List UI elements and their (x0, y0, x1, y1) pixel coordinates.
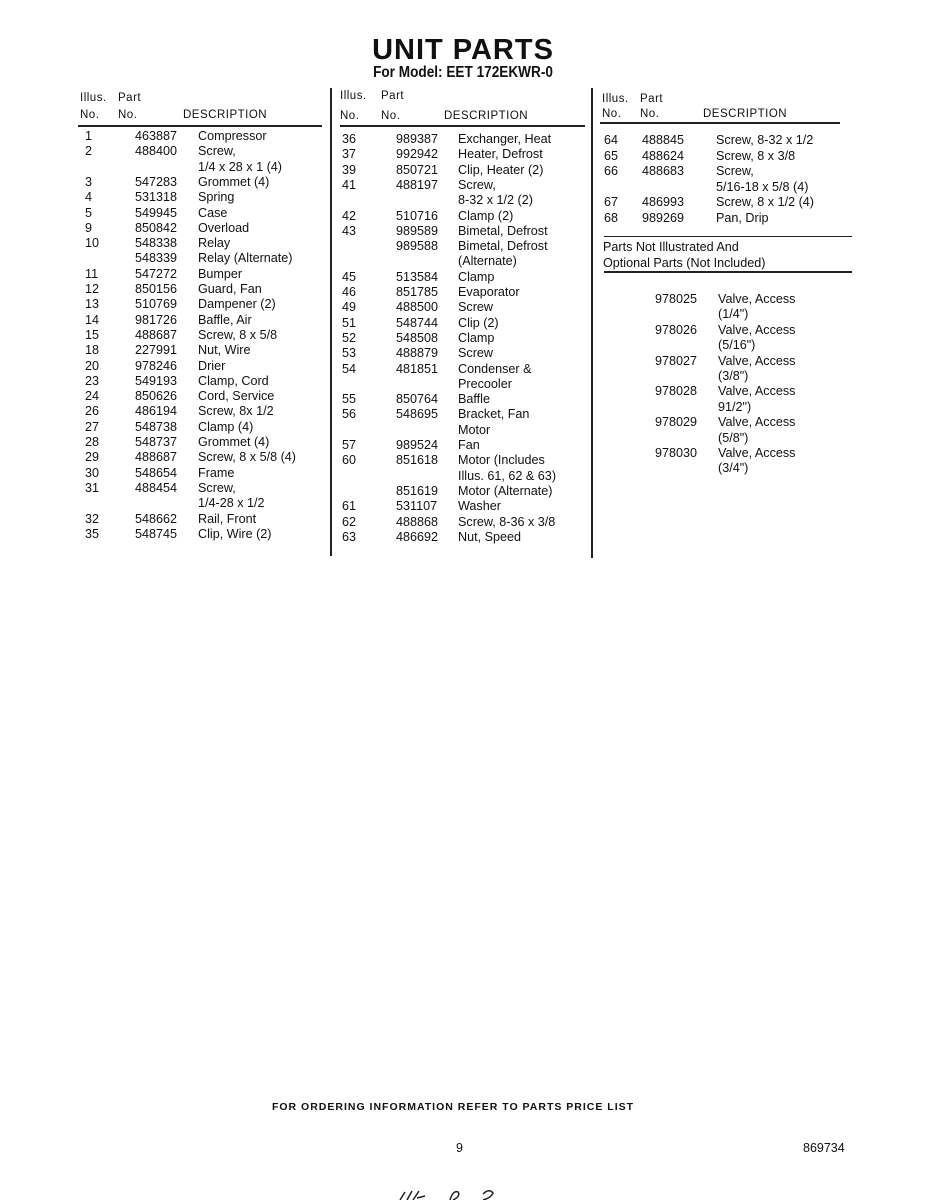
part-description: Washer (458, 499, 501, 514)
part-description: Fan (458, 438, 480, 452)
table-row (0, 239, 948, 254)
optional-parts-title-line2: Optional Parts (Not Included) (603, 256, 766, 270)
part-description: Bumper (198, 266, 243, 281)
illus-number: 12 (85, 282, 100, 296)
optional-part-row (0, 354, 948, 369)
part-number: 978246 (135, 358, 178, 373)
part-number: 488624 (642, 148, 685, 163)
optional-part-row (0, 461, 948, 476)
optional-part-row (0, 307, 948, 322)
part-description: Relay (Alternate) (198, 251, 293, 266)
part-number: 989589 (396, 223, 439, 238)
part-number: 481851 (396, 361, 439, 376)
part-number: 851785 (396, 285, 439, 299)
part-number: 531107 (396, 499, 438, 514)
part-description: Screw, 8 x 5/8 (4) (198, 450, 296, 465)
part-description: Illus. 61, 62 & 63) (458, 468, 557, 483)
illus-number: 42 (342, 208, 357, 223)
part-number: 548695 (396, 407, 439, 422)
part-description: Spring (198, 190, 235, 205)
part-number: 227991 (135, 343, 178, 358)
illus-number: 11 (85, 266, 99, 281)
illus-number: 9 (85, 220, 93, 235)
part-description: Screw (458, 300, 493, 315)
part-number: 992942 (396, 147, 439, 162)
part-number: 513584 (396, 269, 439, 284)
optional-part-row (0, 338, 948, 353)
part-description: Frame (198, 465, 235, 480)
illus-number: 39 (342, 162, 357, 177)
illus-number: 5 (85, 205, 93, 220)
part-description: Precooler (458, 376, 512, 391)
part-description: Screw, (458, 177, 496, 192)
part-description: Bracket, Fan (458, 407, 530, 422)
illus-number: 61 (342, 499, 357, 514)
part-description: 91/2") (718, 399, 752, 414)
optional-part-row (0, 292, 948, 307)
part-description: (3/8") (718, 369, 749, 383)
part-description: Exchanger, Heat (458, 132, 552, 146)
ordering-note: FOR ORDERING INFORMATION REFER TO PARTS PRICE LIST (271, 1101, 635, 1113)
part-description: Screw, (716, 164, 754, 178)
optional-part-row (0, 400, 948, 415)
part-description: Motor (Includes (458, 453, 545, 468)
part-number: 978029 (655, 415, 698, 430)
part-description: Motor (458, 422, 491, 437)
illus-number: 1 (85, 129, 93, 143)
handwritten-mark (395, 1188, 505, 1200)
part-number: 549193 (135, 373, 178, 388)
part-number: 851619 (396, 483, 439, 498)
part-number: 488500 (396, 300, 439, 315)
illus-number: 51 (342, 315, 357, 330)
part-description: Pan, Drip (716, 210, 769, 225)
part-description: Clip, Heater (2) (458, 162, 544, 177)
optional-parts-title-line1: Parts Not Illustrated And (603, 240, 739, 254)
no-label: No. (381, 110, 401, 122)
part-number: 548744 (396, 315, 439, 330)
illus-number: 45 (342, 269, 357, 284)
illus-number: 4 (85, 190, 93, 205)
part-description: Screw, 8 x 1/2 (4) (716, 195, 814, 209)
part-description: Screw, 8-32 x 1/2 (716, 133, 814, 147)
optional-part-row (0, 384, 948, 399)
illus-number: 20 (85, 358, 100, 373)
illus-number: 13 (85, 297, 100, 312)
part-description: Valve, Access (718, 446, 796, 460)
illus-number: 63 (342, 529, 357, 544)
part-number: 989588 (396, 239, 439, 254)
illus-number: 57 (342, 438, 357, 452)
part-number: 548738 (135, 419, 178, 434)
part-number: 486993 (642, 195, 685, 209)
part-number: 531318 (135, 190, 178, 205)
part-description: Baffle, Air (198, 312, 252, 327)
part-label: Part (640, 93, 664, 105)
table-row (0, 177, 948, 195)
illus-number: 30 (85, 465, 100, 480)
part-description: Valve, Access (718, 384, 796, 399)
part-description: Valve, Access (718, 353, 796, 368)
part-description: Clip (2) (458, 315, 499, 330)
part-number: 548508 (396, 330, 439, 345)
part-number: 510716 (396, 208, 439, 223)
table-row (0, 224, 948, 239)
part-number: 463887 (135, 129, 178, 143)
part-description: Drier (198, 358, 226, 373)
part-description: Evaporator (458, 285, 520, 299)
part-description: Valve, Access (718, 322, 796, 337)
part-description: Relay (198, 236, 231, 251)
part-number: 488687 (135, 450, 178, 465)
part-description: (1/4") (718, 307, 749, 322)
part-description: Clamp (458, 269, 495, 284)
part-number: 549945 (135, 205, 178, 220)
part-description: Screw, 8 x 5/8 (198, 327, 278, 342)
illus-number: 68 (604, 210, 619, 225)
part-description: Nut, Speed (458, 529, 522, 544)
illus-number: 14 (85, 312, 100, 327)
no-label: No. (602, 108, 622, 120)
part-description: Clamp (2) (458, 208, 514, 223)
illus-label: Illus. (80, 92, 107, 104)
illus-number: 46 (342, 285, 357, 299)
illus-number: 32 (85, 511, 100, 526)
illus-number: 67 (604, 195, 619, 209)
illus-number: 65 (604, 148, 619, 163)
part-description: Valve, Access (718, 415, 796, 430)
part-number: 548745 (135, 526, 178, 541)
part-number: 978026 (655, 322, 698, 337)
part-number: 850764 (396, 392, 439, 407)
optional-part-row (0, 446, 948, 461)
table-row (0, 164, 948, 179)
part-description: Screw, (198, 480, 236, 495)
part-description: Clamp, Cord (198, 373, 269, 388)
illus-label: Illus. (340, 90, 367, 102)
illus-number: 52 (342, 330, 357, 345)
illus-number: 36 (342, 132, 357, 146)
part-number: 548654 (135, 465, 178, 480)
part-number: 850156 (135, 282, 178, 296)
illus-number: 15 (85, 327, 100, 342)
illus-number: 62 (342, 514, 357, 529)
table-row (0, 133, 948, 148)
part-description: Cord, Service (198, 389, 275, 404)
part-number: 488868 (396, 514, 439, 529)
page-number: 9 (456, 1141, 463, 1155)
part-number: 547272 (135, 266, 178, 281)
part-number: 978027 (655, 353, 698, 368)
optional-part-row (0, 369, 948, 384)
no-label: No. (640, 108, 660, 120)
part-description: (5/16") (718, 338, 756, 353)
no-label: No. (118, 109, 138, 121)
part-description: Screw (458, 346, 493, 361)
part-description: (Alternate) (458, 254, 517, 269)
part-number: 548338 (135, 236, 178, 251)
illus-number: 3 (85, 174, 93, 189)
illus-number: 35 (85, 526, 100, 541)
table-row (0, 270, 948, 285)
part-number: 978030 (655, 446, 698, 460)
illus-number: 24 (85, 389, 100, 404)
part-description: Motor (Alternate) (458, 483, 553, 498)
illus-number: 53 (342, 346, 357, 361)
part-number: 978025 (655, 292, 698, 306)
part-number: 851618 (396, 453, 439, 468)
table-row (0, 195, 948, 210)
illus-number: 41 (342, 177, 357, 192)
table-row (0, 208, 948, 226)
part-description: Screw, 8-36 x 3/8 (458, 514, 556, 529)
illus-number: 66 (604, 164, 619, 178)
part-description: Screw, 8 x 3/8 (716, 148, 796, 163)
illus-number: 54 (342, 361, 357, 376)
optional-part-row (0, 323, 948, 338)
part-description: Dampener (2) (198, 297, 276, 312)
table-row (0, 149, 948, 164)
part-description: Clamp (458, 330, 495, 345)
part-description: Heater, Defrost (458, 147, 543, 162)
part-number: 548662 (135, 511, 178, 526)
illus-number: 18 (85, 343, 100, 358)
part-description: Clip, Wire (2) (198, 526, 272, 541)
part-label: Part (381, 90, 405, 102)
part-description: Condenser & (458, 361, 532, 376)
part-number: 850721 (396, 162, 439, 177)
part-description: Compressor (198, 129, 267, 143)
part-number: 486692 (396, 529, 439, 544)
part-number: 488687 (135, 327, 178, 342)
part-description: Screw, 8x 1/2 (198, 404, 274, 419)
illus-label: Illus. (602, 93, 629, 105)
part-description: Nut, Wire (198, 343, 251, 358)
part-description: Screw, (198, 144, 236, 159)
part-description: (5/8") (718, 430, 749, 445)
part-number: 989269 (642, 210, 685, 225)
illus-number: 49 (342, 300, 357, 315)
part-description: 8-32 x 1/2 (2) (458, 193, 533, 208)
header-rule (78, 125, 322, 127)
illus-number: 43 (342, 223, 357, 238)
part-number: 981726 (135, 312, 178, 327)
part-number: 488879 (396, 346, 439, 361)
part-description: Clamp (4) (198, 419, 254, 434)
model-subtitle: For Model: EET 172EKWR-0 (373, 64, 553, 81)
header-rule (600, 122, 840, 124)
part-number: 989524 (396, 438, 439, 452)
document-number: 869734 (803, 1141, 845, 1155)
illus-number: 31 (85, 480, 100, 495)
illus-number: 37 (342, 147, 357, 162)
part-number: 548737 (135, 435, 178, 449)
part-number: 488683 (642, 164, 685, 178)
page-title: UNIT PARTS (372, 34, 554, 66)
description-label: DESCRIPTION (703, 108, 788, 120)
illus-number: 28 (85, 435, 100, 449)
part-number: 989387 (396, 132, 439, 146)
table-row (0, 484, 948, 499)
part-description: Bimetal, Defrost (458, 223, 548, 238)
part-description: Guard, Fan (198, 282, 262, 296)
optional-part-row (0, 431, 948, 446)
part-number: 850842 (135, 220, 178, 235)
illus-number: 60 (342, 453, 357, 468)
part-description: Valve, Access (718, 292, 796, 306)
illus-number: 64 (604, 133, 619, 147)
part-number: 488400 (135, 144, 178, 159)
part-number: 488197 (396, 177, 439, 192)
part-description: (3/4") (718, 461, 749, 476)
part-number: 488845 (642, 133, 685, 147)
illus-number: 29 (85, 450, 100, 465)
no-label: No. (340, 110, 360, 122)
part-number: 547283 (135, 174, 178, 189)
illus-number: 10 (85, 236, 100, 251)
table-row (0, 499, 948, 514)
illus-number: 23 (85, 373, 100, 388)
description-label: DESCRIPTION (444, 110, 529, 122)
description-label: DESCRIPTION (183, 109, 268, 121)
no-label: No. (80, 109, 100, 121)
part-number: 850626 (135, 389, 178, 404)
optional-part-row (0, 415, 948, 430)
header-rule (340, 125, 585, 127)
table-row (0, 254, 948, 269)
part-description: Baffle (458, 392, 490, 407)
part-description: Overload (198, 220, 250, 235)
part-description: Grommet (4) (198, 435, 270, 449)
illus-number: 27 (85, 419, 100, 434)
table-row (0, 515, 948, 530)
part-description: 1/4-28 x 1/2 (198, 496, 265, 511)
part-description: 1/4 x 28 x 1 (4) (198, 159, 282, 174)
part-description: 5/16-18 x 5/8 (4) (716, 179, 809, 194)
illus-number: 26 (85, 404, 100, 419)
part-description: Rail, Front (198, 511, 257, 526)
illus-number: 56 (342, 407, 357, 422)
part-number: 488454 (135, 480, 178, 495)
part-number: 510769 (135, 297, 178, 312)
part-number: 978028 (655, 384, 698, 399)
part-label: Part (118, 92, 142, 104)
part-number: 486194 (135, 404, 178, 419)
part-number: 548339 (135, 251, 178, 266)
part-description: Grommet (4) (198, 174, 270, 189)
table-row (0, 530, 948, 545)
illus-number: 55 (342, 392, 357, 407)
illus-number: 2 (85, 144, 93, 159)
part-description: Case (198, 205, 228, 220)
part-description: Bimetal, Defrost (458, 239, 548, 254)
